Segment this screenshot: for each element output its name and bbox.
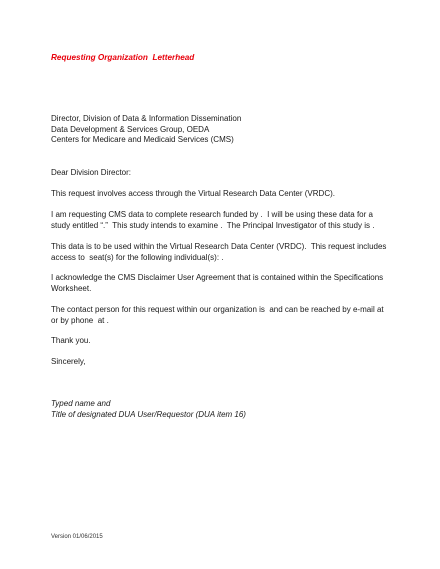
version-footer: Version 01/06/2015 <box>51 534 103 540</box>
paragraph-line: or by phone at . <box>51 315 109 325</box>
paragraph-vrdc-access <box>51 189 396 200</box>
signature-line-1: Typed name and <box>51 399 111 408</box>
sincerely-text: Sincerely, <box>51 357 86 366</box>
recipient-line-1: Director, Division of Data & Information Dissemination <box>51 114 242 123</box>
thanks-text: Thank you. <box>51 336 91 345</box>
paragraph-line: Worksheet. <box>51 283 92 293</box>
salutation <box>51 168 396 179</box>
closing-thanks <box>51 336 396 347</box>
letterhead-placeholder: Requesting Organization Letterhead <box>51 53 195 62</box>
recipient-line-2: Data Development & Services Group, OEDA <box>51 124 210 134</box>
paragraph-line: I acknowledge the CMS Disclaimer User Agreement that is contained within the Specifications <box>51 273 384 282</box>
paragraph-line: access to seat(s) for the following individual(s): . <box>51 252 224 262</box>
recipient-address <box>51 114 396 146</box>
paragraph-contact <box>51 305 396 326</box>
paragraph-line: This data is to be used within the Virtual Research Data Center (VRDC). This request includes <box>51 242 387 251</box>
paragraph-line: study entitled “.” This study intends to examine . The Principal Investigator of this study is . <box>51 220 375 230</box>
salutation-text: Dear Division Director: <box>51 168 132 177</box>
paragraph-funding <box>51 210 396 231</box>
signature-block <box>51 399 396 420</box>
paragraph-disclaimer <box>51 273 396 294</box>
paragraph-line: The contact person for this request within our organization is and can be reached by e-mail at <box>51 305 384 314</box>
paragraph-line: This request involves access through the Virtual Research Data Center (VRDC). <box>51 189 335 198</box>
recipient-line-3: Centers for Medicare and Medicaid Services (CMS) <box>51 135 234 145</box>
signature-line-2: Title of designated DUA User/Requestor (DUA item 16) <box>51 409 246 419</box>
paragraph-line: I am requesting CMS data to complete research funded by . I will be using these data for a <box>51 210 373 219</box>
closing-sincerely <box>51 357 396 368</box>
paragraph-seats <box>51 242 396 263</box>
